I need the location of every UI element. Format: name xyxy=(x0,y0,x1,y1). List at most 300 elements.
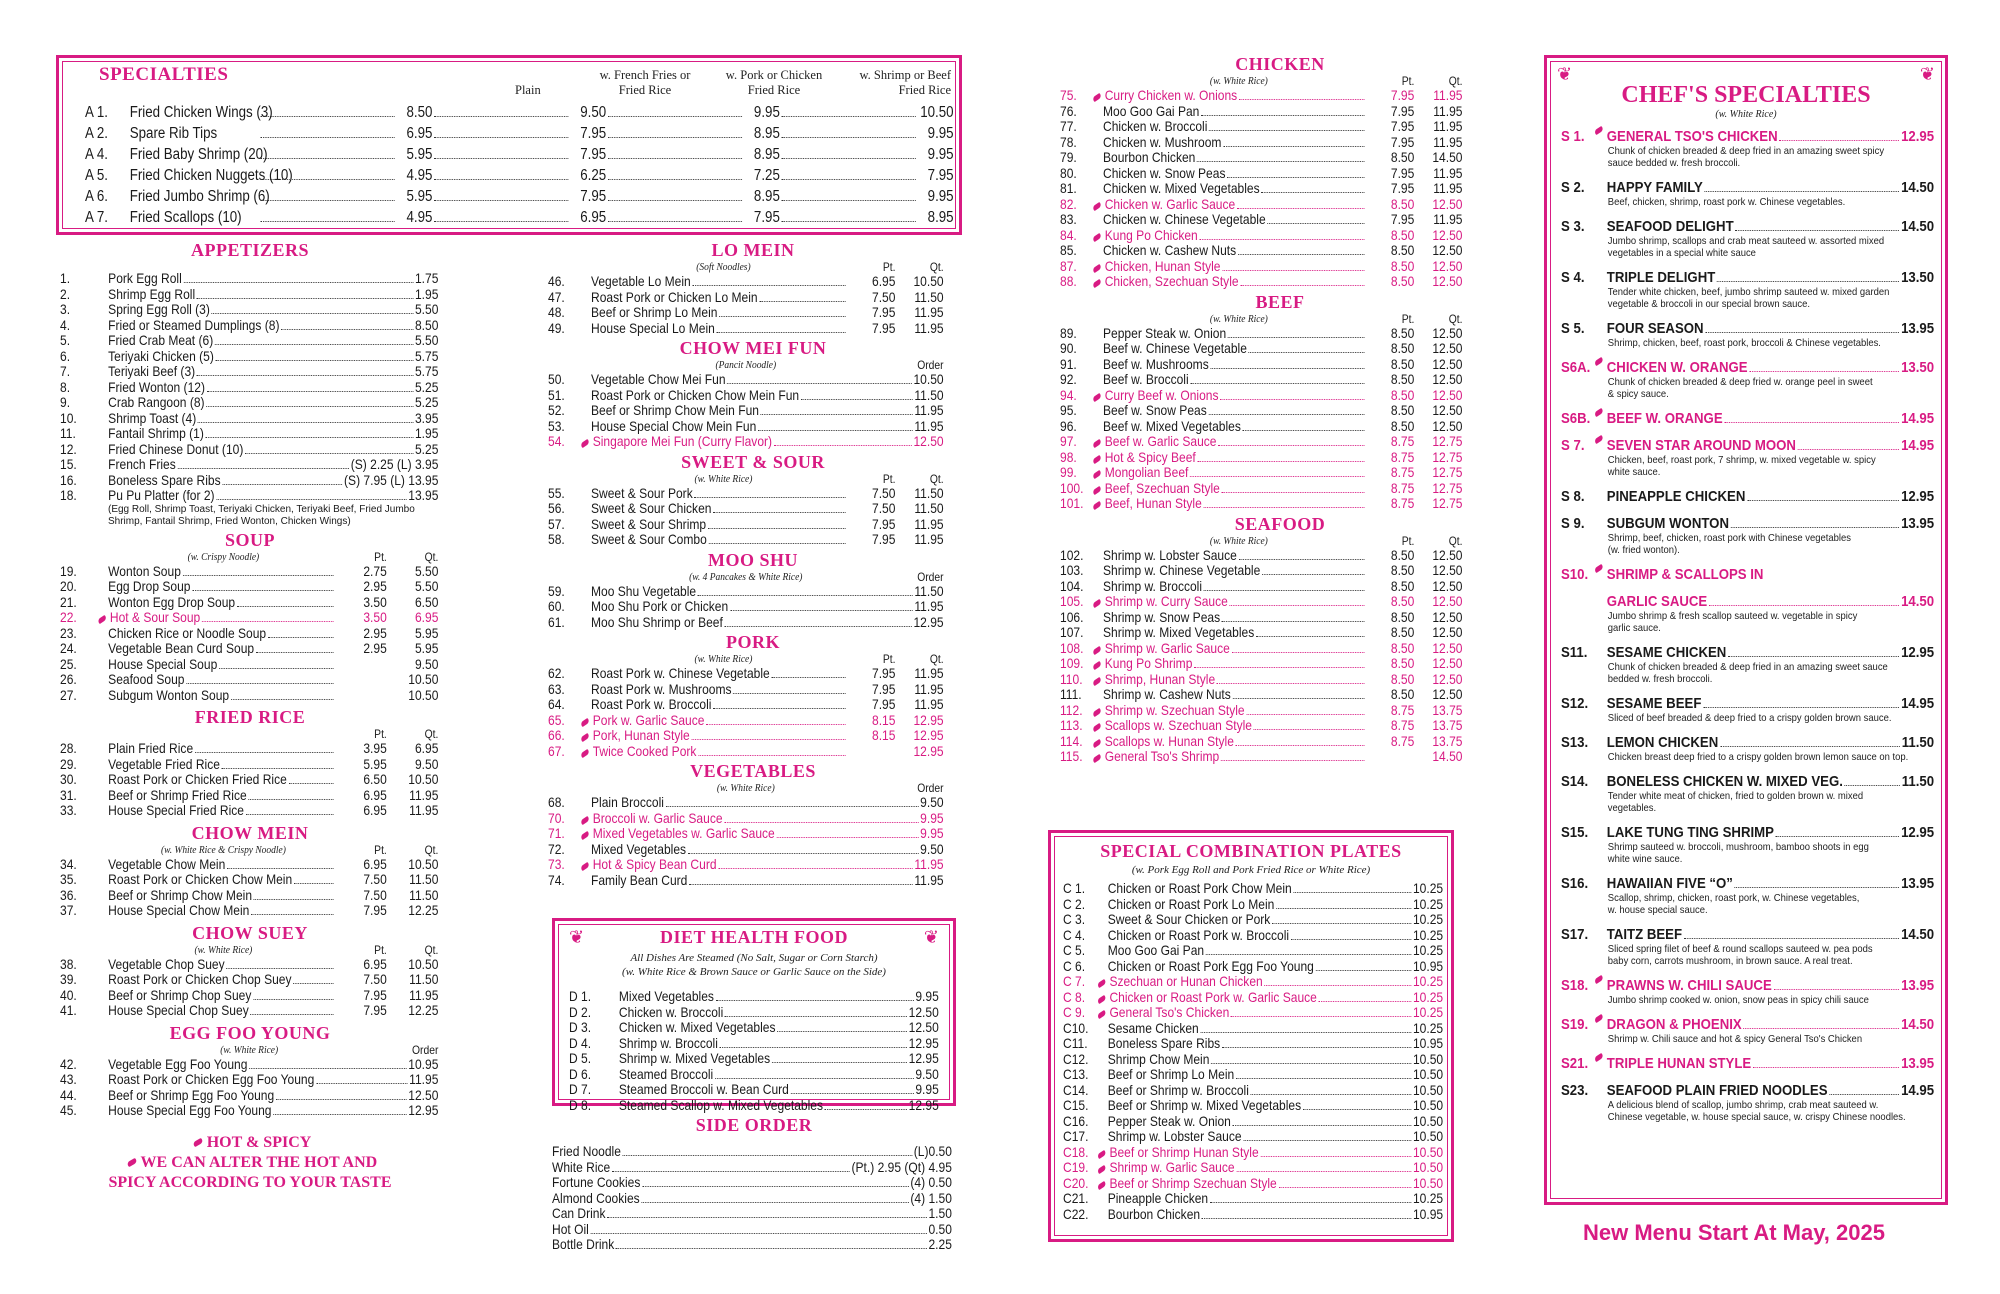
seafood-row xyxy=(1060,610,1462,626)
item-number: 74. xyxy=(548,871,565,888)
soup-row xyxy=(60,688,438,704)
price-qt: 12.50 xyxy=(1432,624,1463,640)
combo-row xyxy=(1063,974,1443,990)
item-name: Wonton Soup xyxy=(108,562,181,579)
chicken-row xyxy=(1060,150,1462,166)
price-qt: 14.50 xyxy=(1432,149,1463,165)
price-pt: 5.95 xyxy=(363,755,387,772)
item-name: Beef w. Broccoli xyxy=(1103,371,1189,387)
item-description: white sauce. xyxy=(1607,466,1661,478)
column-3 xyxy=(1060,54,1470,765)
item-number: D 4. xyxy=(569,1034,592,1051)
item-price: 8.95 xyxy=(927,209,954,226)
leader-dots xyxy=(231,699,334,700)
vegetables-row xyxy=(548,857,944,873)
item-price: 5.95 xyxy=(406,188,433,205)
item-price: 10.50 xyxy=(1412,1097,1444,1113)
item-code: S14. xyxy=(1561,773,1589,790)
price-qt: 10.50 xyxy=(408,771,439,787)
vegetables-list xyxy=(548,782,958,888)
item-number: 101. xyxy=(1060,495,1084,511)
flower-ornament-icon: ❦ xyxy=(569,927,585,947)
chef-item-title xyxy=(1561,824,1934,841)
leader-dots xyxy=(183,575,334,576)
combo-row xyxy=(1063,1021,1443,1037)
item-name: Boneless Spare Ribs xyxy=(1107,1035,1221,1051)
item-number: 87. xyxy=(1060,257,1077,274)
item-price: 7.95 xyxy=(753,209,780,226)
item-price: 11.50 xyxy=(914,582,944,599)
item-number: 102. xyxy=(1060,546,1084,563)
item-description: Tender white chicken, beef, jumbo shrimp sauteed w. mixed garden xyxy=(1607,286,1890,298)
item-code: S13. xyxy=(1561,734,1589,751)
item-number: 70. xyxy=(548,809,565,826)
item-price: 11.95 xyxy=(914,402,944,418)
chef-item xyxy=(1561,515,1935,556)
leader-dots xyxy=(1197,161,1364,162)
price-pt: 7.95 xyxy=(872,304,896,320)
chef-item xyxy=(1561,179,1935,208)
chicken-row xyxy=(1060,274,1462,290)
price-qt: 11.95 xyxy=(1433,164,1463,181)
price-pt: 7.95 xyxy=(872,515,896,532)
item-name: Chicken w. Broccoli xyxy=(1103,118,1208,134)
item-name: HAPPY FAMILY xyxy=(1606,179,1703,196)
price-qt: 11.95 xyxy=(409,986,439,1003)
item-number: 30. xyxy=(60,771,77,787)
item-name: FOUR SEASON xyxy=(1606,320,1704,337)
pork-row xyxy=(548,713,944,729)
leader-dots xyxy=(1199,239,1364,240)
item-name: General Tso's Shrimp xyxy=(1104,748,1220,764)
qt-header: Qt. xyxy=(1448,533,1463,548)
hot-note xyxy=(40,1133,460,1193)
leader-dots xyxy=(197,298,413,299)
price-pt: 8.50 xyxy=(1390,624,1415,640)
item-name: Beef w. Snow Peas xyxy=(1103,402,1207,418)
leader-dots xyxy=(251,914,333,915)
item-code: S21. xyxy=(1561,1055,1589,1072)
pt-header: Pt. xyxy=(1401,311,1415,326)
item-name: Beef or Shrimp Szechuan Style xyxy=(1109,1174,1277,1191)
item-number: 90. xyxy=(1060,340,1077,356)
chef-item xyxy=(1561,926,1935,967)
price-qt: 9.50 xyxy=(414,655,439,672)
item-price: 13.95 xyxy=(1901,875,1935,892)
chow_mei_fun-row xyxy=(548,434,944,450)
item-description: (w. fried wonton). xyxy=(1607,544,1680,556)
leader-dots xyxy=(724,822,918,823)
leader-dots xyxy=(782,179,916,180)
leader-dots xyxy=(260,200,394,201)
item-number: C19. xyxy=(1063,1159,1089,1175)
lo_mein-row xyxy=(548,274,944,290)
chicken-list xyxy=(1060,75,1470,290)
item-number: 112. xyxy=(1060,701,1083,718)
item-name: Beef or Shrimp Egg Foo Young xyxy=(108,1086,275,1103)
leader-dots xyxy=(608,221,742,222)
item-name: Fried or Steamed Dumplings (8) xyxy=(108,316,280,333)
item-name: Moo Shu Vegetable xyxy=(591,582,697,599)
item-code: S10. xyxy=(1561,566,1589,583)
item-name: Chicken Rice or Noodle Soup xyxy=(108,624,267,641)
leader-dots xyxy=(1776,824,1900,837)
item-price: 9.50 xyxy=(580,104,607,121)
beef-row xyxy=(1060,419,1462,435)
item-name: Twice Cooked Pork xyxy=(592,742,697,759)
pork-row xyxy=(548,728,944,744)
price-pt: 8.75 xyxy=(1390,495,1415,511)
item-code: A 2. xyxy=(85,125,108,142)
combo-row xyxy=(1063,1036,1443,1052)
price-qt: 5.50 xyxy=(414,562,439,579)
leader-dots xyxy=(245,453,413,454)
item-price: 14.50 xyxy=(1901,1016,1935,1033)
section-sub: (Soft Noodles) xyxy=(696,261,751,273)
appetizer-row xyxy=(60,411,438,427)
price-pt: 8.75 xyxy=(1390,717,1415,733)
price-qt: 11.95 xyxy=(1433,180,1463,196)
chow-suey-title: CHOW SUEY xyxy=(192,922,308,943)
item-number: D 5. xyxy=(569,1050,592,1066)
item-number: C 3. xyxy=(1063,911,1086,927)
item-name: Shrimp w. Mixed Vegetables xyxy=(1103,624,1255,640)
price-pt: 7.95 xyxy=(1390,118,1415,134)
item-price: 11.95 xyxy=(914,598,944,614)
item-number: C 2. xyxy=(1063,895,1086,912)
chicken-row xyxy=(1060,119,1462,135)
item-number: C10. xyxy=(1063,1019,1089,1036)
item-price: 8.95 xyxy=(753,188,780,205)
item-price: 12.95 xyxy=(1901,128,1935,145)
lo-mein-title: LO MEIN xyxy=(711,240,795,260)
item-price: 11.50 xyxy=(1901,734,1935,751)
item-price: 10.25 xyxy=(1412,973,1444,989)
item-code: S23. xyxy=(1561,1082,1589,1099)
leader-dots xyxy=(197,375,413,376)
price-qt: 11.95 xyxy=(914,665,944,681)
leader-dots xyxy=(1190,476,1364,477)
combo-row xyxy=(1063,1005,1443,1021)
item-name: Fortune Cookies xyxy=(552,1174,641,1190)
chow_mei_fun-row xyxy=(548,372,944,388)
item-price: 10.25 xyxy=(1412,926,1444,943)
item-number: 29. xyxy=(60,755,77,772)
item-price: 9.95 xyxy=(915,1081,939,1097)
chef-item-title xyxy=(1561,1016,1934,1033)
item-name: Mongolian Beef xyxy=(1104,464,1189,480)
item-number: 42. xyxy=(60,1055,77,1072)
item-number: C20. xyxy=(1063,1174,1089,1191)
chow_suey-row xyxy=(60,988,438,1004)
egg-foo-young-list xyxy=(60,1044,460,1119)
combo-row xyxy=(1063,990,1443,1006)
item-name: Beef w. Chinese Vegetable xyxy=(1103,340,1247,356)
flower-ornament-icon: ❦ xyxy=(923,927,939,947)
item-name: Curry Chicken w. Onions xyxy=(1104,87,1238,103)
item-name: Roast Pork or Chicken Chow Mein xyxy=(108,871,293,887)
item-price: 10.95 xyxy=(1412,957,1444,974)
item-code: A 7. xyxy=(85,209,108,226)
seafood-row xyxy=(1060,703,1462,719)
item-number: 73. xyxy=(548,856,565,872)
beef-row xyxy=(1060,450,1462,466)
price-qt: 12.25 xyxy=(408,902,439,918)
item-price: 9.50 xyxy=(920,840,944,857)
item-number: C 7. xyxy=(1063,973,1086,989)
leader-dots xyxy=(1190,383,1364,384)
item-name: Chicken, Hunan Style xyxy=(1104,257,1221,274)
leader-dots xyxy=(1254,729,1365,730)
leader-dots xyxy=(1743,1016,1899,1029)
combo-row xyxy=(1063,1191,1443,1207)
specialty-row xyxy=(85,144,954,165)
item-name: Can Drink xyxy=(552,1205,606,1221)
flower-ornament-icon: ❦ xyxy=(1919,64,1935,84)
item-name: Fried Crab Meat (6) xyxy=(108,332,214,348)
qt-header: Qt. xyxy=(424,942,439,957)
leader-dots xyxy=(1728,644,1899,657)
leader-dots xyxy=(1256,636,1364,637)
item-name: Subgum Wonton Soup xyxy=(108,686,230,703)
price-qt: 11.50 xyxy=(409,971,439,987)
leader-dots xyxy=(719,316,845,317)
price-qt: 10.50 xyxy=(408,855,439,872)
item-number: 63. xyxy=(548,680,565,697)
section-sub: (Pancit Noodle) xyxy=(715,359,777,371)
item-name: Moo Goo Gai Pan xyxy=(1107,942,1205,958)
item-name: Shrimp Egg Roll xyxy=(108,285,196,302)
item-name: Beef, Hunan Style xyxy=(1104,495,1202,511)
leader-dots xyxy=(1798,437,1900,450)
item-price: 10.25 xyxy=(1412,911,1444,927)
item-name: Roast Pork or Chicken Chop Suey xyxy=(108,971,292,987)
price-qt: 12.75 xyxy=(1432,479,1463,496)
item-name: GARLIC SAUCE xyxy=(1606,593,1708,610)
section-sub: (w. Crispy Noodle) xyxy=(187,550,260,563)
price-qt: 12.25 xyxy=(408,1002,439,1018)
item-number: 15. xyxy=(60,456,77,472)
pork-title: PORK xyxy=(726,632,780,652)
item-price: 10.25 xyxy=(1412,895,1444,912)
item-name: Chicken or Roast Pork Chow Mein xyxy=(1107,880,1292,896)
item-number: 47. xyxy=(548,288,565,305)
price-pt: 7.50 xyxy=(363,871,387,887)
leader-dots xyxy=(1717,269,1899,282)
diet-list xyxy=(569,989,945,1113)
leader-dots xyxy=(1278,1187,1411,1188)
item-description: Shrimp sauteed w. broccoli, mushroom, bamboo shoots in egg xyxy=(1607,841,1869,853)
leader-dots xyxy=(1684,926,1900,939)
item-number: D 1. xyxy=(569,988,592,1004)
item-number: 100. xyxy=(1060,479,1084,496)
chef-item xyxy=(1561,437,1935,478)
combo-row xyxy=(1063,959,1443,975)
side_order-row xyxy=(552,1206,952,1222)
item-price: 10.50 xyxy=(1412,1128,1444,1144)
chef-item xyxy=(1561,359,1935,400)
combo-row xyxy=(1063,1052,1443,1068)
item-name: Shrimp w. Mixed Vegetables xyxy=(618,1050,771,1066)
chef-item xyxy=(1561,269,1935,310)
price-qt: 9.50 xyxy=(414,755,439,772)
item-code: S 8. xyxy=(1561,488,1585,505)
item-name: TRIPLE HUNAN STYLE xyxy=(1606,1055,1752,1072)
item-price: 10.50 xyxy=(1412,1159,1444,1175)
leader-dots xyxy=(1222,270,1364,271)
chef-item-title xyxy=(1561,695,1934,712)
seafood-row xyxy=(1060,734,1462,750)
leader-dots xyxy=(730,610,913,611)
item-name: Chicken or Roast Pork w. Broccoli xyxy=(1107,926,1290,943)
leader-dots xyxy=(273,1114,406,1115)
price-pt: 2.95 xyxy=(363,578,387,594)
beef-row xyxy=(1060,403,1462,419)
item-number: 2. xyxy=(60,285,71,302)
item-price: 6.25 xyxy=(580,167,607,184)
leader-dots xyxy=(1774,977,1900,990)
item-name: Vegetable Chow Mein xyxy=(108,855,226,872)
item-name: Pineapple Chicken xyxy=(1107,1190,1209,1206)
price-qt: 11.95 xyxy=(914,319,944,336)
diet-row xyxy=(569,1036,939,1052)
chef-item xyxy=(1561,1016,1935,1045)
beef-title: BEEF xyxy=(1255,291,1305,312)
item-price: 7.95 xyxy=(580,146,607,163)
leader-dots xyxy=(207,391,414,392)
item-description: w. house special sauce. xyxy=(1607,904,1708,916)
price-pt: 3.50 xyxy=(363,609,387,625)
item-number: 5. xyxy=(60,332,71,348)
item-number: 95. xyxy=(1060,402,1077,418)
price-pt: 8.50 xyxy=(1390,639,1415,656)
item-name: Pepper Steak w. Onion xyxy=(1107,1112,1231,1129)
leader-dots xyxy=(772,1062,907,1063)
price-pt: 6.95 xyxy=(363,955,387,972)
item-number: 38. xyxy=(60,955,77,972)
vegetables-row xyxy=(548,795,944,811)
pork-row xyxy=(548,682,944,698)
item-name: Spring Egg Roll (3) xyxy=(108,301,210,317)
item-number: 49. xyxy=(548,319,565,336)
leader-dots xyxy=(1303,1109,1411,1110)
appetizers-list xyxy=(60,271,460,504)
item-description: Jumbo shrimp, scallops and crab meat sauteed w. assorted mixed xyxy=(1607,235,1885,247)
item-price: 5.25 xyxy=(414,394,439,410)
chef-item xyxy=(1561,128,1935,169)
column-1 xyxy=(60,240,460,1193)
leader-dots xyxy=(1262,574,1364,575)
price-pt: 7.95 xyxy=(872,680,896,697)
appetizer-row xyxy=(60,473,438,489)
item-description: Jumbo shrimp & fresh scallop sauteed w. vegetable in spicy xyxy=(1607,610,1858,622)
item-name: SEAFOOD PLAIN FRIED NOODLES xyxy=(1606,1082,1828,1099)
item-price: 10.50 xyxy=(1412,1050,1444,1067)
item-price: 1.50 xyxy=(928,1205,952,1221)
side_order-row xyxy=(552,1191,952,1207)
item-name: Vegetable Chow Mei Fun xyxy=(591,371,726,387)
leader-dots xyxy=(708,528,846,529)
side_order-row xyxy=(552,1160,952,1176)
leader-dots xyxy=(1202,1218,1411,1219)
item-description: Sliced spring filet of beef & round scallops sauteed w. pea pods xyxy=(1607,943,1873,955)
item-price: 6.95 xyxy=(406,125,433,142)
item-number: 65. xyxy=(548,711,565,728)
chef-item xyxy=(1561,1055,1935,1072)
footer-note: New Menu Start At May, 2025 xyxy=(1583,1220,1885,1245)
chicken-row xyxy=(1060,228,1462,244)
leader-dots xyxy=(1238,254,1365,255)
leader-dots xyxy=(591,1233,927,1234)
leader-dots xyxy=(1747,488,1899,501)
leader-dots xyxy=(434,137,568,138)
item-price: 9.50 xyxy=(920,794,944,810)
item-number: 28. xyxy=(60,740,77,756)
item-number: 4. xyxy=(60,316,71,333)
item-name: SESAME CHICKEN xyxy=(1606,644,1727,661)
seafood-row xyxy=(1060,672,1462,688)
appetizer-row xyxy=(60,302,438,318)
item-number: 27. xyxy=(60,686,77,703)
pt-header: Pt. xyxy=(1401,533,1415,548)
chicken-row xyxy=(1060,166,1462,182)
item-name: Kung Po Shrimp xyxy=(1104,655,1193,671)
item-number: 26. xyxy=(60,671,77,687)
price-qt: 12.50 xyxy=(1432,386,1463,403)
price-pt: 6.95 xyxy=(363,786,387,803)
leader-dots xyxy=(1276,908,1411,909)
item-price: 11.95 xyxy=(914,417,944,434)
appetizer-row xyxy=(60,395,438,411)
leader-dots xyxy=(607,1217,926,1218)
price-pt: 8.50 xyxy=(1390,324,1415,341)
item-price: 9.95 xyxy=(927,188,954,205)
egg_foo_young-row xyxy=(60,1088,438,1104)
combo-row xyxy=(1063,897,1443,913)
price-qt: 12.50 xyxy=(1432,593,1463,609)
item-price: (4) 0.50 xyxy=(910,1174,952,1190)
item-name: Moo Shu Pork or Chicken xyxy=(591,598,729,614)
leader-dots xyxy=(1237,208,1365,209)
item-price: 9.95 xyxy=(753,104,780,121)
egg_foo_young-row xyxy=(60,1057,438,1073)
item-number: 83. xyxy=(1060,211,1077,227)
leader-dots xyxy=(616,1248,927,1249)
chicken-title: CHICKEN xyxy=(1235,54,1325,74)
vegetables-row xyxy=(548,842,944,858)
leader-dots xyxy=(202,621,334,622)
qt-header: Qt. xyxy=(929,260,944,274)
item-code: S 3. xyxy=(1561,218,1585,235)
item-name: Shrimp Chow Mein xyxy=(1107,1050,1210,1067)
item-description: Tender white meat of chicken, fried to golden brown w. mixed xyxy=(1607,790,1864,802)
fried_rice-row xyxy=(60,803,438,819)
leader-dots xyxy=(698,595,913,596)
item-price: 9.95 xyxy=(915,988,939,1004)
diet-row xyxy=(569,1098,939,1114)
appetizer-row xyxy=(60,333,438,349)
leader-dots xyxy=(717,332,846,333)
seafood-row xyxy=(1060,579,1462,595)
item-name: Chicken w. Mushroom xyxy=(1103,133,1222,150)
leader-dots xyxy=(777,1031,907,1032)
price-qt: 12.50 xyxy=(1432,324,1463,341)
item-number: 21. xyxy=(60,593,77,610)
soup-list xyxy=(60,551,460,704)
price-qt: 12.50 xyxy=(1432,257,1463,274)
price-qt: 11.50 xyxy=(409,886,439,903)
chef-sub: (w. White Rice) xyxy=(1715,109,1777,120)
